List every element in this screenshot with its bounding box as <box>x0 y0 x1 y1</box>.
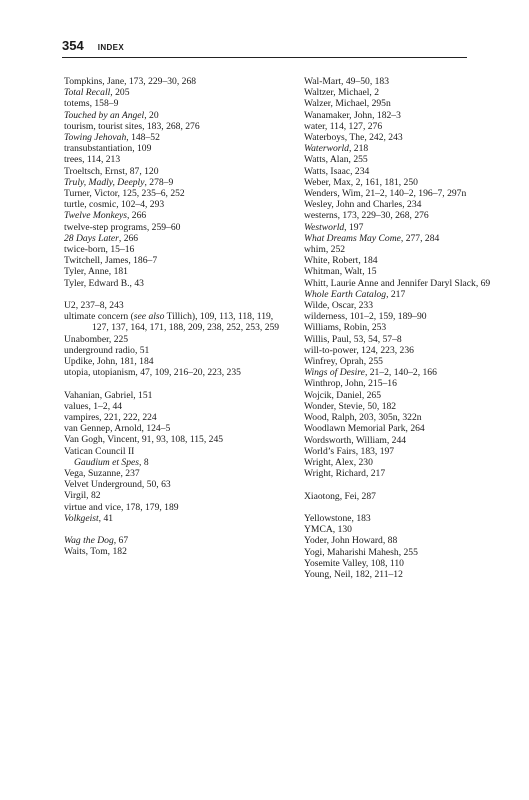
index-entry <box>64 76 284 87</box>
entry-text: Vahanian, Gabriel, 151 <box>64 389 153 401</box>
index-entry <box>64 177 284 188</box>
index-column-left <box>64 76 284 558</box>
entry-text: Waits, Tom, 182 <box>64 546 127 558</box>
index-entry <box>64 266 284 277</box>
index-entry <box>64 255 284 266</box>
entry-text: U2, 237–8, 243 <box>64 300 124 312</box>
entry-text: Williams, Robin, 253 <box>304 322 387 334</box>
index-entry <box>304 166 524 177</box>
entry-text: Wanamaker, John, 182–3 <box>304 109 401 121</box>
letter-group-gap <box>64 289 284 300</box>
entry-text: Yogi, Maharishi Mahesh, 255 <box>304 546 418 558</box>
entry-text: whim, 252 <box>304 244 346 256</box>
index-entry <box>304 334 524 345</box>
entry-text: twice-born, 15–16 <box>64 244 135 256</box>
index-entry <box>64 143 284 154</box>
index-entry <box>304 87 524 98</box>
entry-text: Young, Neil, 182, 211–12 <box>304 568 403 580</box>
entry-text: Walzer, Michael, 295n <box>304 98 391 110</box>
entry-text: Wesley, John and Charles, 234 <box>304 199 422 211</box>
italic-title: Total Recall <box>64 87 111 99</box>
italic-title: Waterworld <box>304 143 349 155</box>
entry-text: Updike, John, 181, 184 <box>64 356 154 368</box>
index-entry <box>304 401 524 412</box>
header-rule <box>62 57 467 58</box>
index-entry <box>304 558 524 569</box>
entry-text: Troeltsch, Ernst, 87, 120 <box>64 165 159 177</box>
entry-text: Wright, Richard, 217 <box>304 468 386 480</box>
index-entry <box>64 334 284 345</box>
index-entry <box>304 266 524 277</box>
index-entry <box>64 490 284 501</box>
index-entry <box>64 434 292 445</box>
index-entry <box>304 132 524 143</box>
index-entry <box>64 502 284 513</box>
entry-text: Woodlawn Memorial Park, 264 <box>304 423 425 435</box>
entry-text: , 8 <box>139 456 149 468</box>
entry-text: tourism, tourist sites, 183, 268, 276 <box>64 120 200 132</box>
index-entry <box>304 188 529 199</box>
entry-text: Wilde, Oscar, 233 <box>304 300 374 312</box>
index-entry <box>304 177 524 188</box>
index-entry <box>304 222 524 233</box>
index-entry <box>304 199 524 210</box>
entry-text: trees, 114, 213 <box>64 154 121 166</box>
index-entry <box>304 110 524 121</box>
entry-text: , 266 <box>126 210 147 222</box>
index-entry <box>64 98 284 109</box>
entry-text: Wood, Ralph, 203, 305n, 322n <box>304 412 422 424</box>
index-entry <box>304 300 524 311</box>
index-entry <box>64 166 284 177</box>
index-entry <box>304 367 524 378</box>
entry-text: , 67 <box>113 535 129 547</box>
entry-text: Wojcik, Daniel, 265 <box>304 389 382 401</box>
entry-text: Xiaotong, Fei, 287 <box>304 490 376 502</box>
letter-group-gap <box>304 502 524 513</box>
entry-text: , 266 <box>118 232 139 244</box>
entry-text: Whitt, Laurie Anne and Jennifer Daryl Slack, 69 <box>304 277 491 289</box>
entry-text: Willis, Paul, 53, 54, 57–8 <box>304 333 402 345</box>
index-entry <box>304 345 524 356</box>
entry-text: , 217 <box>386 288 406 300</box>
index-subentry <box>64 457 284 468</box>
index-entry <box>64 535 284 546</box>
index-entry <box>304 468 524 479</box>
italic-title: Volkgeist <box>64 512 99 524</box>
entry-text: Vega, Suzanne, 237 <box>64 468 140 480</box>
entry-text: Tyler, Edward B., 43 <box>64 277 144 289</box>
entry-text: Tillich), 109, 113, 118, 119, 127, 137, 164, 171, 188, 209, 238, 252, 253, 259 <box>92 311 280 334</box>
entry-text: vampires, 221, 222, 224 <box>64 412 157 424</box>
entry-text: Tyler, Anne, 181 <box>64 266 128 278</box>
index-entry <box>304 289 524 300</box>
index-entry <box>64 311 292 333</box>
index-entry <box>304 98 524 109</box>
entry-text: , 205 <box>110 87 130 99</box>
index-entry <box>304 390 524 401</box>
italic-title: Towing Jehovah <box>64 132 127 144</box>
entry-text: , 41 <box>98 512 114 524</box>
index-entry <box>64 154 284 165</box>
entry-text: YMCA, 130 <box>304 524 352 536</box>
entry-text: , 278–9 <box>144 176 174 188</box>
entry-text: underground radio, 51 <box>64 344 150 356</box>
index-entry <box>64 412 284 423</box>
entry-text: Yoder, John Howard, 88 <box>304 535 398 547</box>
italic-title: Touched by an Angel <box>64 109 145 121</box>
entry-text: Wenders, Wim, 21–2, 140–2, 196–7, 297n <box>304 188 467 200</box>
index-entry <box>64 345 284 356</box>
index-entry <box>304 569 524 580</box>
index-entry <box>304 378 524 389</box>
entry-text: Van Gogh, Vincent, 91, 93, 108, 115, 245 <box>64 434 224 446</box>
index-entry <box>64 110 284 121</box>
page-header <box>62 38 124 54</box>
italic-title: Gaudium et Spes <box>74 456 140 468</box>
entry-text: Vatican Council II <box>64 445 135 457</box>
index-entry <box>304 435 524 446</box>
italic-title: Wag the Dog <box>64 535 114 547</box>
italic-title: Whole Earth Catalog <box>304 288 387 300</box>
entry-text: Yosemite Valley, 108, 110 <box>304 557 404 569</box>
index-entry <box>304 547 524 558</box>
index-entry <box>64 222 284 233</box>
entry-text: wilderness, 101–2, 159, 189–90 <box>304 311 427 323</box>
index-entry <box>64 300 284 311</box>
index-entry <box>64 390 284 401</box>
entry-text: World’s Fairs, 183, 197 <box>304 445 395 457</box>
entry-text: Waterboys, The, 242, 243 <box>304 132 403 144</box>
index-entry <box>64 210 284 221</box>
index-entry <box>304 121 524 132</box>
index-entry <box>64 244 284 255</box>
index-column-right <box>304 76 524 580</box>
index-entry <box>64 188 284 199</box>
entry-text: Turner, Victor, 125, 235–6, 252 <box>64 188 185 200</box>
entry-text: , 197 <box>344 221 364 233</box>
entry-text: Winthrop, John, 215–16 <box>304 378 397 390</box>
entry-text: Whitman, Walt, 15 <box>304 266 377 278</box>
index-entry <box>64 401 284 412</box>
index-entry <box>64 468 284 479</box>
index-entry <box>304 255 524 266</box>
index-entry <box>304 76 524 87</box>
entry-text: virtue and vice, 178, 179, 189 <box>64 501 179 513</box>
index-entry <box>304 491 524 502</box>
entry-text: twelve-step programs, 259–60 <box>64 221 181 233</box>
index-entry <box>304 446 524 457</box>
index-entry <box>64 513 284 524</box>
entry-text: White, Robert, 184 <box>304 255 378 267</box>
entry-text: Waltzer, Michael, 2 <box>304 87 380 99</box>
index-entry <box>64 356 284 367</box>
letter-group-gap <box>304 479 524 490</box>
index-entry <box>304 233 524 244</box>
entry-text: Watts, Isaac, 234 <box>304 165 370 177</box>
entry-text: , 148–52 <box>126 132 160 144</box>
italic-title: see also <box>133 311 165 323</box>
index-entry <box>64 87 284 98</box>
italic-title: 28 Days Later <box>64 232 119 244</box>
index-entry <box>304 457 524 468</box>
entry-text: Unabomber, 225 <box>64 333 129 345</box>
entry-text: Twitchell, James, 186–7 <box>64 255 158 267</box>
index-entry <box>64 233 284 244</box>
index-entry <box>64 121 284 132</box>
entry-text: Velvet Underground, 50, 63 <box>64 479 171 491</box>
entry-text: Watts, Alan, 255 <box>304 154 368 166</box>
entry-text: Virgil, 82 <box>64 490 101 502</box>
index-entry <box>64 479 284 490</box>
letter-group-gap <box>64 378 284 389</box>
entry-text: values, 1–2, 44 <box>64 400 123 412</box>
entry-text: van Gennep, Arnold, 124–5 <box>64 423 171 435</box>
entry-text: ultimate concern ( <box>64 311 134 323</box>
entry-text: Wright, Alex, 230 <box>304 456 373 468</box>
index-entry <box>64 199 284 210</box>
italic-title: Westworld <box>304 221 345 233</box>
entry-text: westerns, 173, 229–30, 268, 276 <box>304 210 429 222</box>
italic-title: Truly, Madly, Deeply <box>64 176 145 188</box>
entry-text: utopia, utopianism, 47, 109, 216–20, 223, 235 <box>64 367 241 379</box>
page-number: 354 <box>62 38 84 53</box>
index-entry <box>64 546 284 557</box>
entry-text: turtle, cosmic, 102–4, 293 <box>64 199 165 211</box>
entry-text: will-to-power, 124, 223, 236 <box>304 344 414 356</box>
index-entry <box>304 210 524 221</box>
entry-text: Wonder, Stevie, 50, 182 <box>304 400 397 412</box>
entry-text: Wal-Mart, 49–50, 183 <box>304 76 390 87</box>
entry-text: Tompkins, Jane, 173, 229–30, 268 <box>64 76 197 87</box>
entry-text: Wordsworth, William, 244 <box>304 434 407 446</box>
index-entry <box>304 154 524 165</box>
entry-text: water, 114, 127, 276 <box>304 120 383 132</box>
entry-text: Winfrey, Oprah, 255 <box>304 356 383 368</box>
index-entry <box>64 367 292 378</box>
index-entry <box>304 311 524 322</box>
index-entry <box>64 446 284 457</box>
entry-text: Weber, Max, 2, 161, 181, 250 <box>304 176 418 188</box>
italic-title: Wings of Desire <box>304 367 365 379</box>
entry-text: , 218 <box>348 143 369 155</box>
index-entry <box>304 143 524 154</box>
index-entry <box>304 278 529 289</box>
entry-text: , 20 <box>144 109 159 121</box>
entry-text: transubstantiation, 109 <box>64 143 152 155</box>
entry-text: , 277, 284 <box>400 232 440 244</box>
index-entry <box>304 423 524 434</box>
entry-text: totems, 158–9 <box>64 98 119 110</box>
entry-text: , 21–2, 140–2, 166 <box>364 367 437 379</box>
index-entry <box>304 524 524 535</box>
index-entry <box>304 244 524 255</box>
index-entry <box>304 513 524 524</box>
index-entry <box>304 412 524 423</box>
index-entry <box>304 356 524 367</box>
index-entry <box>64 132 284 143</box>
entry-text: Yellowstone, 183 <box>304 512 371 524</box>
index-entry <box>304 535 524 546</box>
index-entry <box>64 423 284 434</box>
index-entry <box>64 278 284 289</box>
italic-title: Twelve Monkeys <box>64 210 127 222</box>
index-entry <box>304 322 524 333</box>
running-head: INDEX <box>97 43 125 52</box>
letter-group-gap <box>64 524 284 535</box>
italic-title: What Dreams May Come <box>304 232 401 244</box>
